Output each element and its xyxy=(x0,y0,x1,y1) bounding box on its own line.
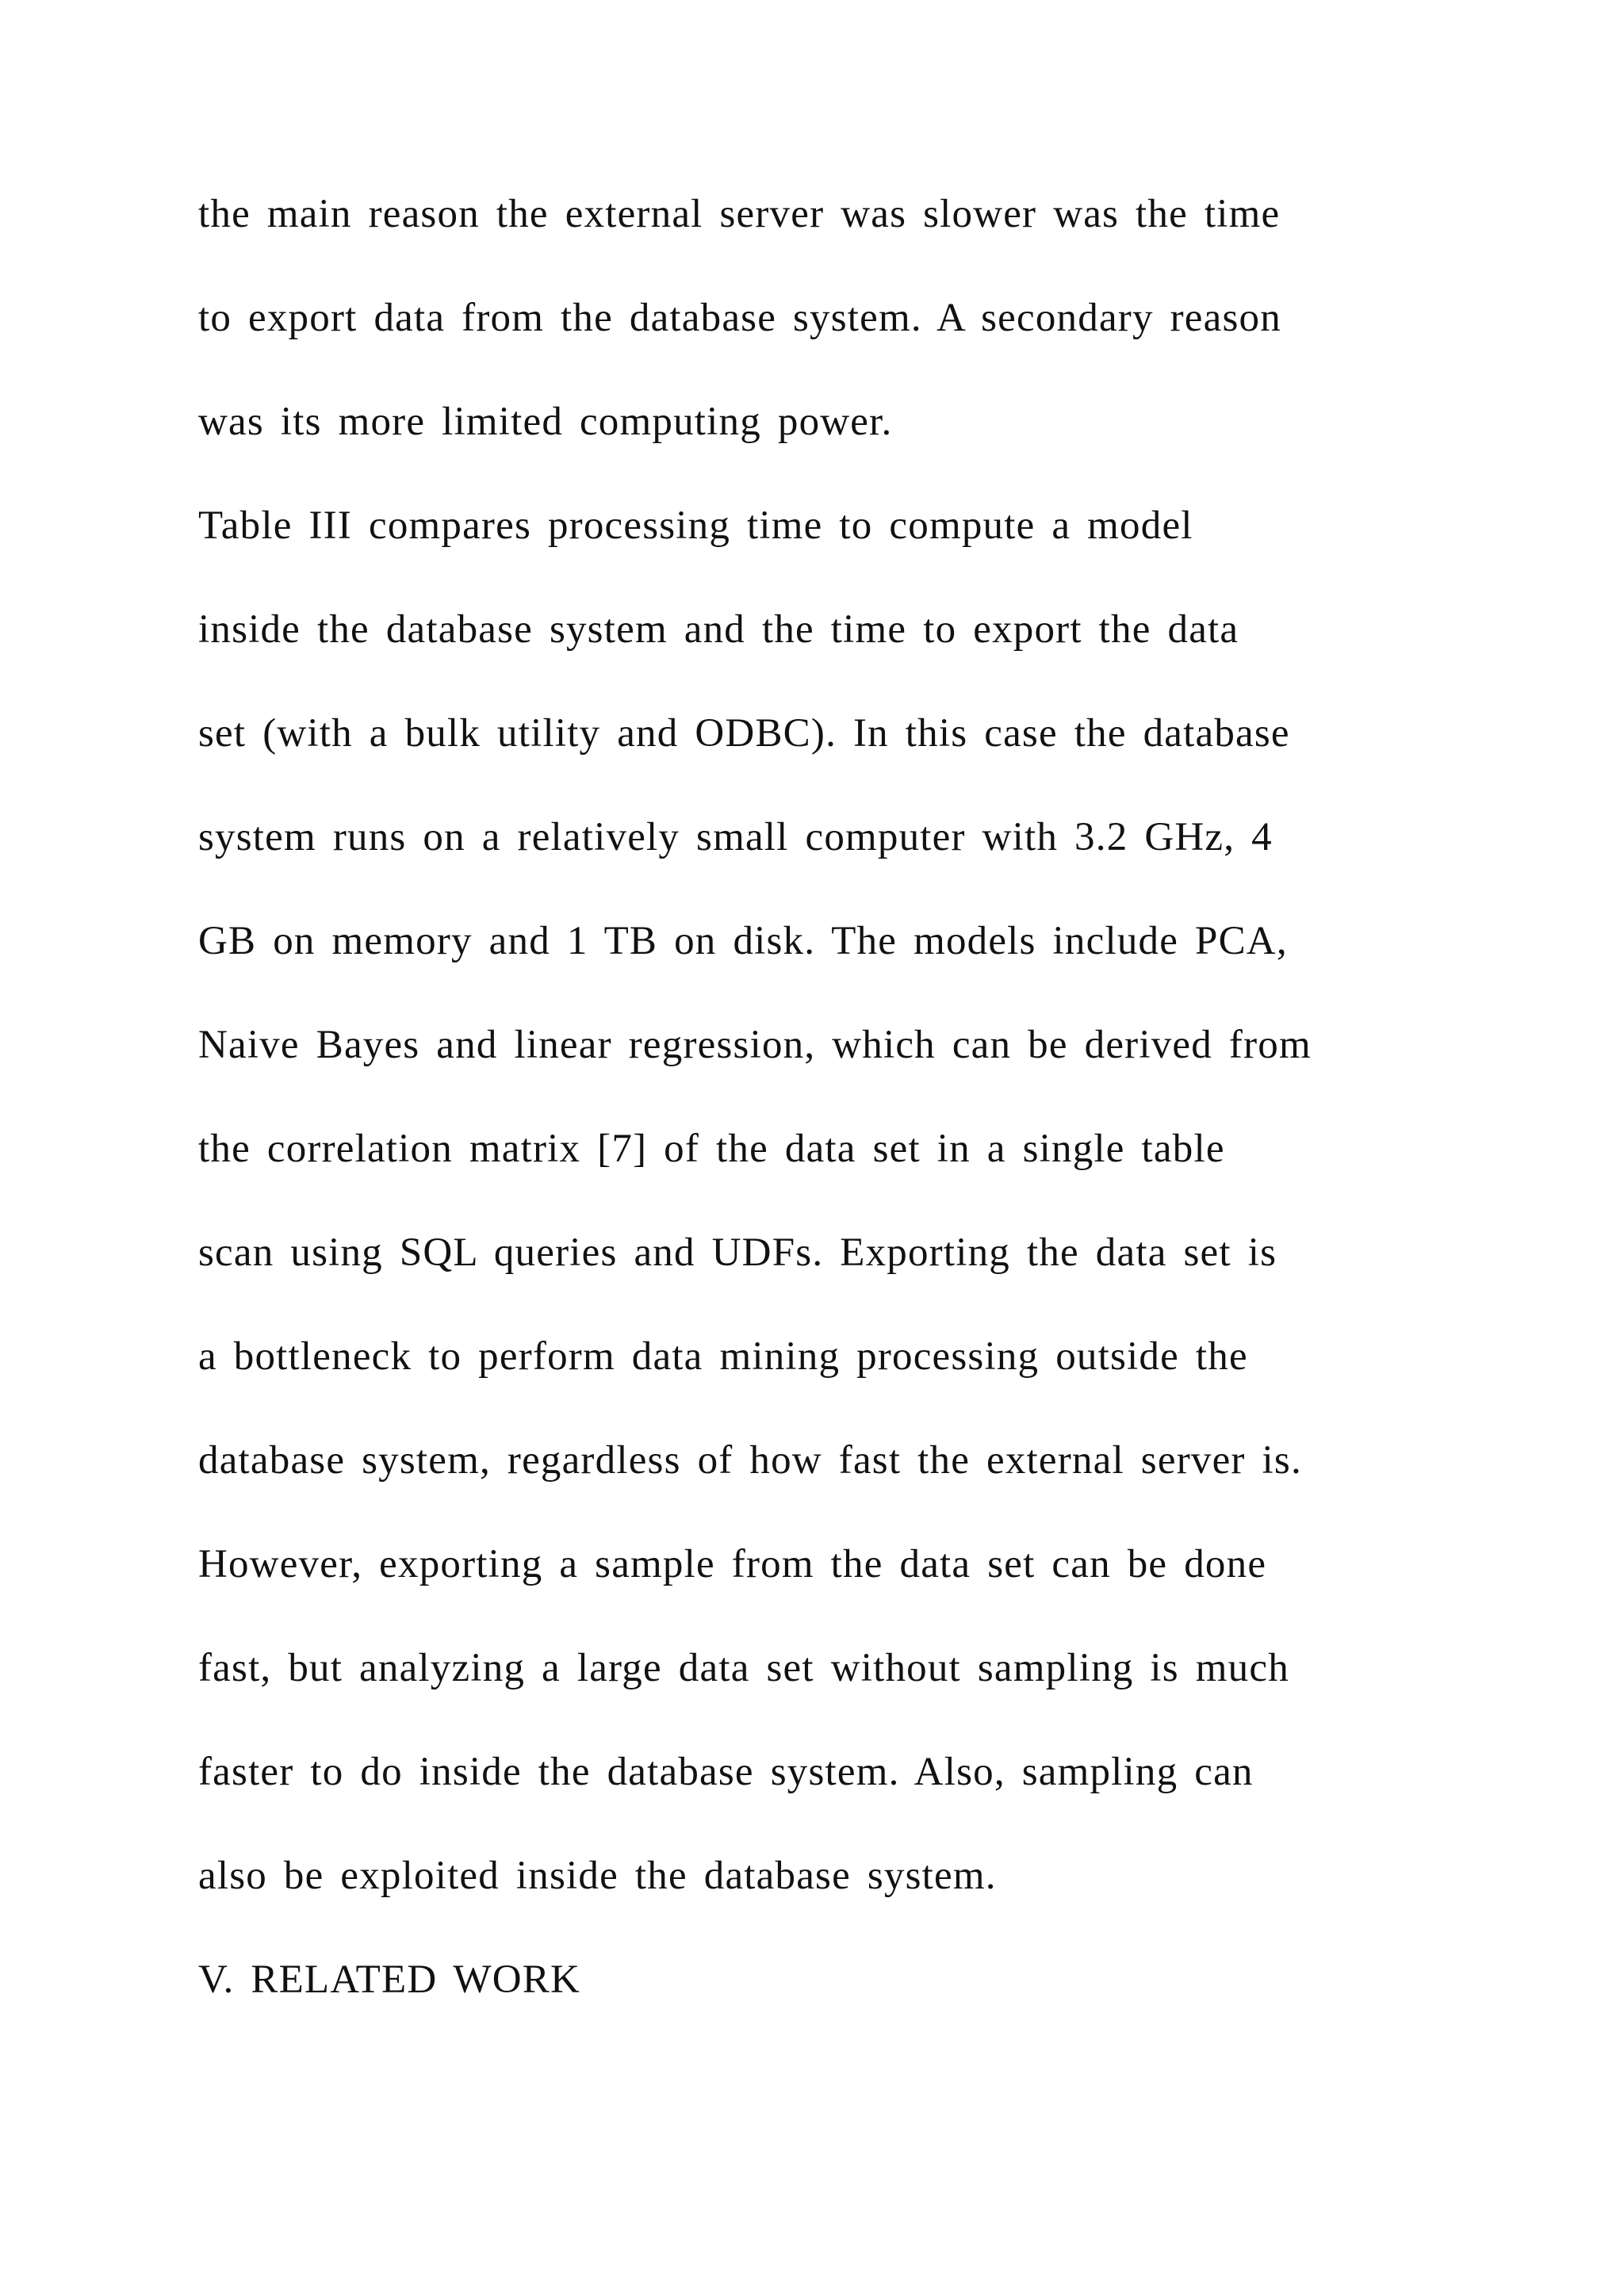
body-text xyxy=(198,190,1435,2060)
text-line: also be exploited inside the database system. xyxy=(198,1854,997,1898)
text-line: faster to do inside the database system. Also, sampling can xyxy=(198,1750,1254,1794)
text-line: a bottleneck to perform data mining processing outside the xyxy=(198,1334,1248,1379)
text-line: scan using SQL queries and UDFs. Exporting the data set is xyxy=(198,1230,1277,1275)
text-line: the main reason the external server was slower was the time xyxy=(198,192,1281,236)
text-line: Naive Bayes and linear regression, which can be derived from xyxy=(198,1023,1312,1067)
text-line: However, exporting a sample from the data set can be done xyxy=(198,1542,1267,1586)
section-heading: V. RELATED WORK xyxy=(198,1957,581,2002)
text-line: to export data from the database system. A secondary reason xyxy=(198,296,1281,340)
text-line: set (with a bulk utility and ODBC). In this case the database xyxy=(198,711,1290,756)
text-line: Table III compares processing time to compute a model xyxy=(198,503,1193,548)
text-line: GB on memory and 1 TB on disk. The models include PCA, xyxy=(198,919,1288,963)
text-line: system runs on a relatively small computer with 3.2 GHz, 4 xyxy=(198,815,1273,859)
text-line: fast, but analyzing a large data set without sampling is much xyxy=(198,1646,1289,1690)
text-line: was its more limited computing power. xyxy=(198,400,893,444)
text-line: database system, regardless of how fast the external server is. xyxy=(198,1438,1302,1483)
text-line: the correlation matrix [7] of the data set in a single table xyxy=(198,1127,1225,1171)
text-line: inside the database system and the time to export the data xyxy=(198,607,1239,652)
